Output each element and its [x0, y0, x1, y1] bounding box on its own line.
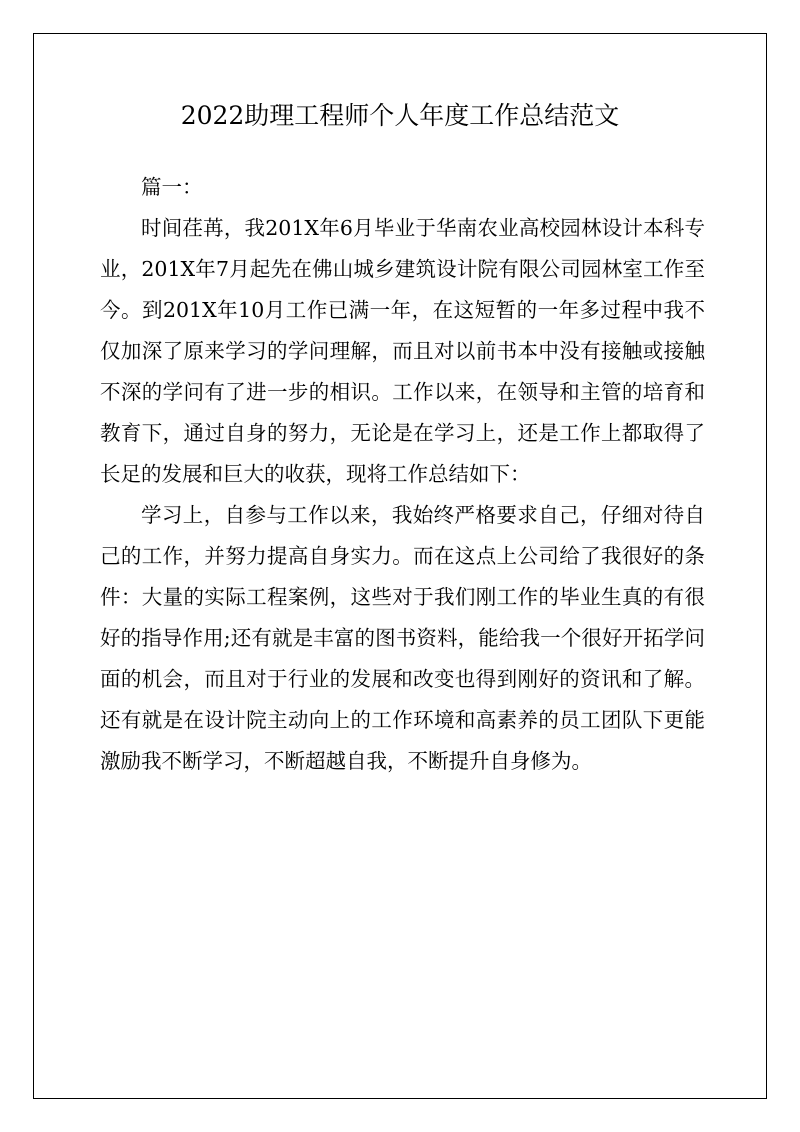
document-title: 2022助理工程师个人年度工作总结范文	[180, 101, 620, 130]
section-heading: 篇一：	[141, 175, 203, 199]
paragraph-intro: 时间荏苒，我201X年6月毕业于华南农业高校园林设计本科专业，201X年7月起先在佛山城乡建筑设计院有限公司园林室工作至今。到201X年10月工作已满一年，在这短暂的一年多过程中我不仅加深了原来学习的学问理解，而且对以前书本中没有接触或接触不深的学问有了进一步的相识。工作以来，在领导和主管的培育和教育下，通过自身的努力，无论是在学习上，还是工作上都取得了长足的发展和巨大的收获，现将工作总结如下：	[100, 216, 705, 486]
document-body	[100, 167, 705, 782]
paragraph-study: 学习上，自参与工作以来，我始终严格要求自己，仔细对待自己的工作，并努力提高自身实力。而在这点上公司给了我很好的条件：大量的实际工程案例，这些对于我们刚工作的毕业生真的有很好的指导作用;还有就是丰富的图书资料，能给我一个很好开拓学问面的机会，而且对于行业的发展和改变也得到刚好的资讯和了解。还有就是在设计院主动向上的工作环境和高素养的员工团队下更能激励我不断学习，不断超越自我，不断提升自身修为。	[100, 503, 705, 773]
